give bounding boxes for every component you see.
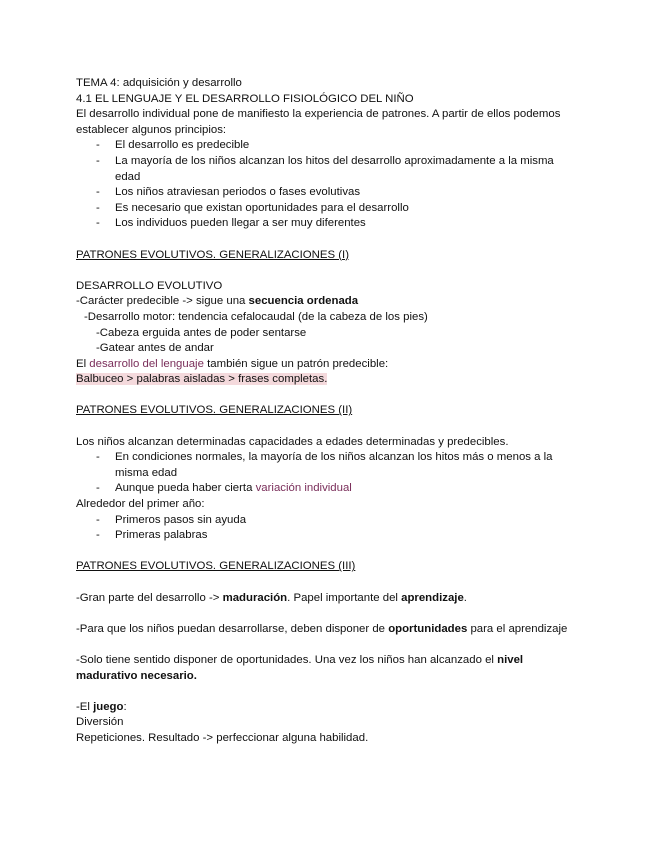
part2-list <box>76 450 576 497</box>
list-item: - El desarrollo es predecible <box>115 138 576 154</box>
head-line: -Cabeza erguida antes de poder sentarse <box>96 326 307 339</box>
list-item: - La mayoría de los niños alcanzan los hitos del desarrollo aproximadamente a la misma edad <box>115 154 576 185</box>
list-item: - Primeras palabras <box>115 528 576 544</box>
play-repetition-line: Repeticiones. Resultado -> perfeccionar alguna habilidad. <box>76 731 369 744</box>
principles-list <box>76 138 576 232</box>
play-line: -El juego: <box>76 700 127 713</box>
section-heading-2: PATRONES EVOLUTIVOS. GENERALIZACIONES (II) <box>76 404 353 417</box>
document-page <box>76 76 576 747</box>
list-item: - En condiciones normales, la mayoría de los niños alcanzan los hitos más o menos a la misma edad <box>115 450 576 481</box>
section-title: 4.1 EL LENGUAJE Y EL DESARROLLO FISIOLÓGICO DEL NIÑO <box>76 92 414 105</box>
first-year-list <box>76 513 576 544</box>
part2-intro: Los niños alcanzan determinadas capacidades a edades determinadas y predecibles. <box>76 435 509 448</box>
crawl-line: -Gatear antes de andar <box>96 342 214 355</box>
language-link: desarrollo del lenguaje <box>89 357 204 370</box>
topic-title: TEMA 4: adquisición y desarrollo <box>76 77 242 89</box>
variation-link: variación individual <box>255 482 352 495</box>
subheading-desarrollo: DESARROLLO EVOLUTIVO <box>76 279 223 292</box>
maturity-level-paragraph: -Solo tiene sentido disponer de oportunidades. Una vez los niños han alcanzado el nivel madurativo necesario. <box>76 653 524 682</box>
section-heading-1: PATRONES EVOLUTIVOS. GENERALIZACIONES (I) <box>76 248 350 261</box>
language-sequence <box>76 372 576 388</box>
predictable-line: -Carácter predecible -> sigue una secuencia ordenada <box>76 295 359 308</box>
highlighted-text: Balbuceo > palabras aisladas > frases completas. <box>76 373 328 386</box>
language-line: El desarrollo del lenguaje también sigue un patrón predecible: <box>76 357 389 370</box>
list-item: - Es necesario que existan oportunidades para el desarrollo <box>115 201 576 217</box>
list-item: - Aunque pueda haber cierta variación individual <box>115 481 576 497</box>
section-heading-3: PATRONES EVOLUTIVOS. GENERALIZACIONES (III) <box>76 560 356 573</box>
first-year-line: Alrededor del primer año: <box>76 498 205 511</box>
maturation-paragraph: -Gran parte del desarrollo -> maduración. Papel importante del aprendizaje. <box>76 591 467 604</box>
play-fun-line: Diversión <box>76 716 124 729</box>
intro-paragraph: El desarrollo individual pone de manifiesto la experiencia de patrones. A partir de ellos podemos establecer algunos principios: <box>76 108 561 136</box>
motor-line: -Desarrollo motor: tendencia cefalocaudal (de la cabeza de los pies) <box>84 310 428 323</box>
list-item: - Primeros pasos sin ayuda <box>115 513 576 529</box>
list-item: - Los niños atraviesan periodos o fases evolutivas <box>115 185 576 201</box>
opportunities-paragraph: -Para que los niños puedan desarrollarse, deben disponer de oportunidades para el aprendizaje <box>76 622 568 635</box>
list-item: - Los individuos pueden llegar a ser muy diferentes <box>115 216 576 232</box>
